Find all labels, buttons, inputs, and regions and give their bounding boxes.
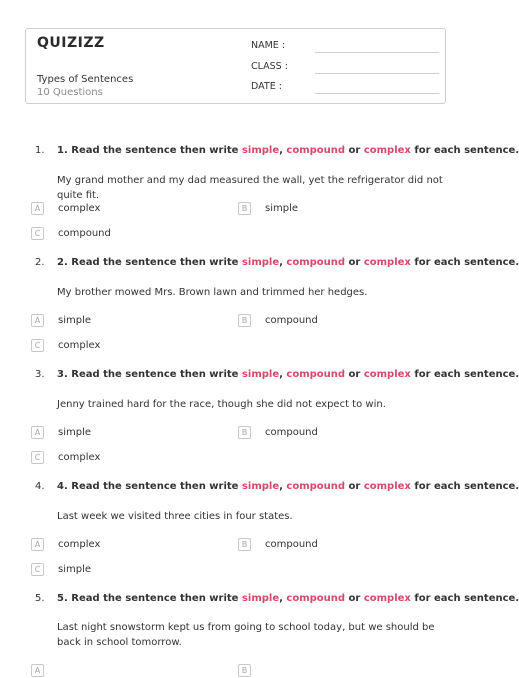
quizizz-logo: QUIZIZZ [37, 35, 105, 51]
date-line[interactable] [315, 93, 439, 94]
option-text: compound [58, 228, 111, 239]
option-text: compound [265, 315, 318, 326]
option-text: simple [58, 564, 92, 575]
option-letter-box[interactable]: C [31, 563, 44, 576]
option-letter-box[interactable]: C [31, 339, 44, 352]
option-text: compound [265, 539, 318, 550]
class-label: CLASS : [251, 61, 288, 72]
question-text: Jenny trained hard for the race, though she did not expect to win. [57, 399, 386, 410]
option-letter-box[interactable]: A [31, 538, 44, 551]
question-text: My brother mowed Mrs. Brown lawn and trimmed her hedges. [57, 287, 368, 298]
question-number: 5. [35, 593, 45, 604]
option-letter-box[interactable]: A [31, 314, 44, 327]
option-text: complex [58, 340, 101, 351]
option-letter-box[interactable]: B [238, 202, 251, 215]
option-letter-box[interactable]: C [31, 227, 44, 240]
question-prompt: 1. Read the sentence then write simple, compound or complex for each sentence. [57, 145, 519, 156]
name-line[interactable] [315, 52, 439, 53]
question-text: My grand mother and my dad measured the wall, yet the refrigerator did not quite fit. [57, 175, 443, 201]
question-text: Last week we visited three cities in four states. [57, 511, 293, 522]
option-letter-box[interactable]: C [31, 451, 44, 464]
class-line[interactable] [315, 73, 439, 74]
question-text: Last night snowstorm kept us from going to school today, but we should be back in school tomorrow. [57, 622, 435, 648]
option-letter-box[interactable]: A [31, 202, 44, 215]
name-field[interactable] [251, 40, 439, 53]
worksheet-title: Types of Sentences [37, 74, 134, 85]
option-letter-box[interactable]: B [238, 426, 251, 439]
option-letter-box[interactable]: B [238, 664, 251, 677]
question-number: 3. [35, 369, 45, 380]
worksheet-question-count: 10 Questions [37, 87, 103, 98]
option-letter-box[interactable]: A [31, 664, 44, 677]
option-text: simple [265, 203, 299, 214]
question-number: 4. [35, 481, 45, 492]
option-text: simple [58, 427, 92, 438]
question-prompt: 4. Read the sentence then write simple, compound or complex for each sentence. [57, 481, 519, 492]
worksheet-header [25, 28, 446, 104]
question-number: 2. [35, 257, 45, 268]
option-text: simple [58, 315, 92, 326]
option-letter-box[interactable]: B [238, 314, 251, 327]
question-prompt: 5. Read the sentence then write simple, compound or complex for each sentence. [57, 593, 519, 604]
name-label: NAME : [251, 40, 286, 51]
class-field[interactable] [251, 61, 439, 74]
option-text: complex [58, 539, 101, 550]
option-text: complex [58, 203, 101, 214]
date-field[interactable] [251, 81, 439, 94]
date-label: DATE : [251, 81, 282, 92]
question-prompt: 3. Read the sentence then write simple, compound or complex for each sentence. [57, 369, 519, 380]
option-letter-box[interactable]: B [238, 538, 251, 551]
option-text: compound [265, 427, 318, 438]
question-prompt: 2. Read the sentence then write simple, compound or complex for each sentence. [57, 257, 519, 268]
question-number: 1. [35, 145, 45, 156]
option-letter-box[interactable]: A [31, 426, 44, 439]
option-text: complex [58, 452, 101, 463]
